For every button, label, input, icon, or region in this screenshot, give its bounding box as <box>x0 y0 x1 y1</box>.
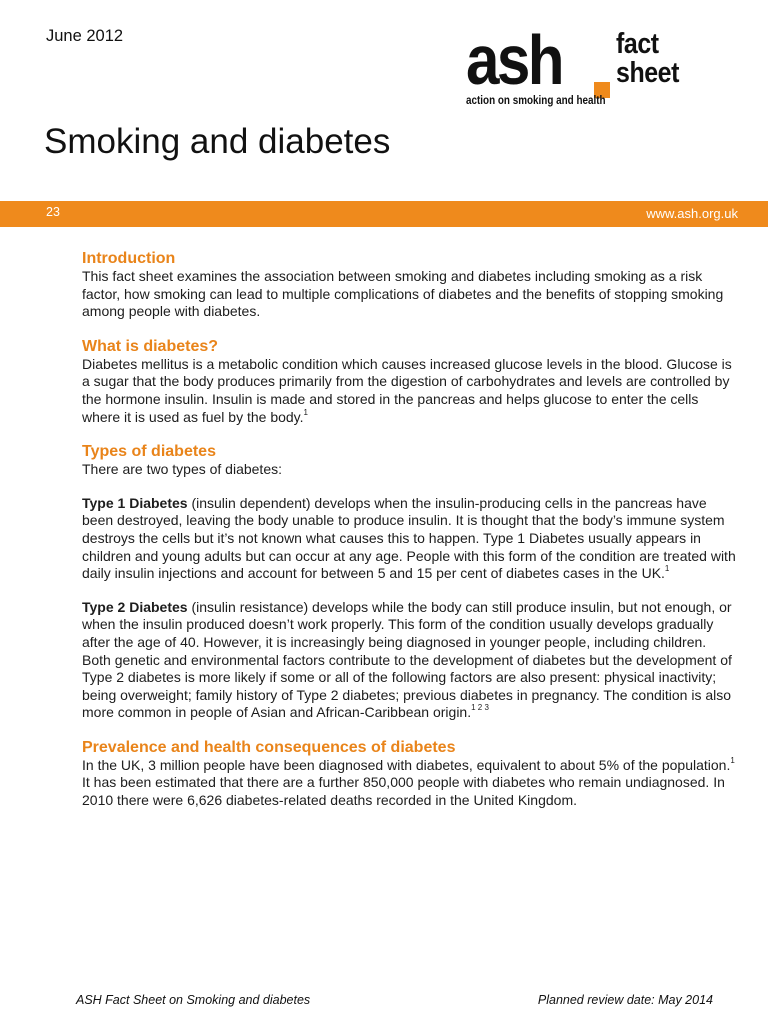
article-body <box>82 249 737 810</box>
type1-paragraph <box>82 495 737 583</box>
type2-paragraph <box>82 599 737 722</box>
heading-types-of-diabetes: Types of diabetes <box>82 443 216 461</box>
footer-title: ASH Fact Sheet on Smoking and diabetes <box>76 993 311 1007</box>
heading-what-is-diabetes: What is diabetes? <box>82 337 219 355</box>
what-text: Diabetes mellitus is a metabolic condition which causes increased glucose levels in the blood. Glucose is a sugar that the body produces primarily from the digestion of carbohydrates and levels are controlled by the hormone insulin. Insulin is made and stored in the pancreas and helps glucose to enter the cells where it is used as fuel by the body. <box>82 355 732 425</box>
ash-logo <box>466 21 706 112</box>
orange-band <box>0 201 768 227</box>
logo-tagline: action on smoking and health <box>466 95 606 107</box>
logo-fact: fact <box>616 28 659 60</box>
heading-prevalence: Prevalence and health consequences of diabetes <box>82 738 456 756</box>
type2-text: (insulin resistance) develops while the body can still produce insulin, but not enough, or when the insulin produced doesn’t work properly. This form of the condition usually develops gradually after the age of 40. However, it is increasingly being diagnosed in younger people, including children. Both genetic and environmental factors contribute to the development of diabetes but the development of Type 2 diabetes is more likely if some or all of the following factors are also present: physical inactivity; being overweight; family history of Type 2 diabetes; previous diabetes in pregnancy. The condition is also more common in people of Asian and African-Caribbean origin. <box>82 598 732 721</box>
prevalence-paragraph <box>82 757 737 810</box>
reference-marker: 1 2 3 <box>471 703 489 713</box>
type2-label: Type 2 Diabetes <box>82 598 188 615</box>
logo-sheet: sheet <box>616 57 680 89</box>
website-link[interactable]: www.ash.org.uk <box>646 206 738 221</box>
page-title: Smoking and diabetes <box>44 122 391 161</box>
heading-introduction: Introduction <box>82 250 176 267</box>
prevalence-text-b: It has been estimated that there are a further 850,000 people with diabetes who remain undiagnosed. In 2010 there were 6,626 diabetes-related deaths recorded in the United Kingdom. <box>82 774 725 809</box>
logo-fact-sheet <box>616 30 679 88</box>
type1-label: Type 1 Diabetes <box>82 494 188 511</box>
footer-review-date: Planned review date: May 2014 <box>537 993 713 1007</box>
logo-ash-text: ash <box>466 21 562 99</box>
reference-marker: 1 <box>303 407 308 417</box>
prevalence-text-a: In the UK, 3 million people have been diagnosed with diabetes, equivalent to about 5% of the population. <box>82 756 731 773</box>
reference-marker: 1 <box>664 564 670 574</box>
what-paragraph <box>82 356 737 426</box>
reference-marker: 1 <box>730 755 735 765</box>
type1-text: (insulin dependent) develops when the insulin-producing cells in the pancreas have been destroyed, leaving the body unable to produce insulin. It is thought that the body’s immune system destroys the cells but it’s not known what causes this to happen. Type 1 Diabetes usually appears in children and young adults but can occur at any age. People with this form of the condition are treated with daily insulin injections and account for between 5 and 15 per cent of diabetes cases in the UK. <box>82 494 736 582</box>
publication-date: June 2012 <box>46 27 124 45</box>
intro-paragraph: This fact sheet examines the association between smoking and diabetes including smoking as a risk factor, how smoking can lead to multiple complications of diabetes and the benefits of stopping smoking among people with diabetes. <box>82 268 724 320</box>
factsheet-number: 23 <box>46 205 60 219</box>
types-intro: There are two types of diabetes: <box>82 461 282 478</box>
